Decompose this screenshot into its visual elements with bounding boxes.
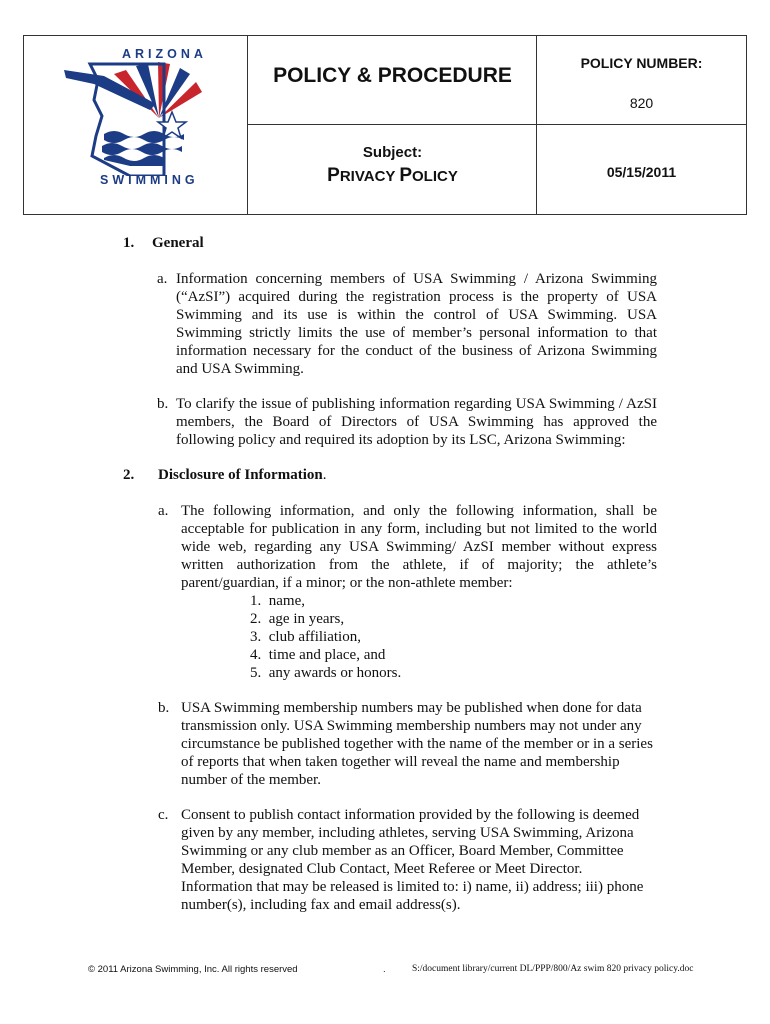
arizona-swimming-logo [64, 56, 204, 176]
waves-icon [102, 131, 184, 166]
section-1b-text: To clarify the issue of publishing information regarding USA Swimming / AzSI members, the Board of Directors of USA Swimming has approved the following policy and required its adoption by its LSC, Arizona Swimming: [176, 396, 657, 448]
list-item: 1. name, [250, 593, 305, 609]
header-table [23, 35, 747, 215]
policy-date: 05/15/2011 [606, 164, 677, 180]
section-2c-text: Consent to publish contact information provided by the following is deemed given by any member, including athletes, serving USA Swimming, Arizona Swimming or any club member as an Officer, Board Member, Committee Member, designated Club Contact, Meet Referee or Meet Director. Information that may be released is limited to: i) name, ii) address; iii) phone number(s), including fax and email address(s). [181, 807, 644, 913]
list-item: 2. age in years, [250, 611, 345, 627]
section-1a-label: a. [157, 271, 168, 287]
subject-cell [248, 125, 537, 214]
logo-cell [24, 36, 248, 214]
section-1a-text: Information concerning members of USA Swimming / Arizona Swimming (“AzSI”) acquired during the registration process is the property of USA Swimming and its use is within the control of USA Swimming. USA Swimming strictly limits the use of member’s personal information to that information necessary for the conduct of the business of Arizona Swimming and USA Swimming. [176, 271, 657, 377]
policy-number-label: POLICY NUMBER: [580, 55, 703, 71]
date-cell [537, 125, 746, 214]
section-2a-label: a. [158, 503, 169, 519]
page-title: POLICY & PROCEDURE [273, 64, 512, 87]
section-2b-label: b. [158, 700, 170, 716]
logo-bottom-text: SWIMMING [100, 173, 199, 187]
logo-top-text: ARIZONA [122, 47, 207, 61]
section-2-title: Disclosure of Information. [158, 467, 327, 483]
footer-copyright: © 2011 Arizona Swimming, Inc. All rights reserved [88, 964, 298, 975]
section-2-number: 2. [123, 467, 135, 483]
section-1-number: 1. [123, 235, 135, 251]
section-2a-text: The following information, and only the following information, shall be acceptable for publication in any form, including but not limited to the world wide web, regarding any USA Swimming/ AzSI member without express written authorization from the athlete, if of majority; the athlete’s parent/guardian, if a minor; or the non-athlete member: [181, 503, 657, 591]
policy-number-value: 820 [629, 95, 654, 111]
section-2b-text: USA Swimming membership numbers may be published when done for data transmission only. USA Swimming membership numbers may not under any circumstance be published together with the name of the member or in a series of reports that when taken together will reveal the name and membership number of the member. [181, 700, 653, 788]
footer-dot: . [383, 964, 386, 975]
policy-number-cell [537, 36, 746, 125]
title-cell [248, 36, 537, 125]
list-item: 5. any awards or honors. [250, 665, 402, 681]
list-item: 4. time and place, and [250, 647, 386, 663]
section-2c-label: c. [158, 807, 169, 823]
section-1-title: General [152, 235, 204, 251]
subject-label: Subject: [362, 144, 423, 161]
footer-file-path: S:/document library/current DL/PPP/800/Az swim 820 privacy policy.doc [412, 964, 694, 974]
subject-value: PRIVACY POLICY [327, 165, 458, 186]
section-1b-label: b. [157, 396, 169, 412]
list-item: 3. club affiliation, [250, 629, 361, 645]
